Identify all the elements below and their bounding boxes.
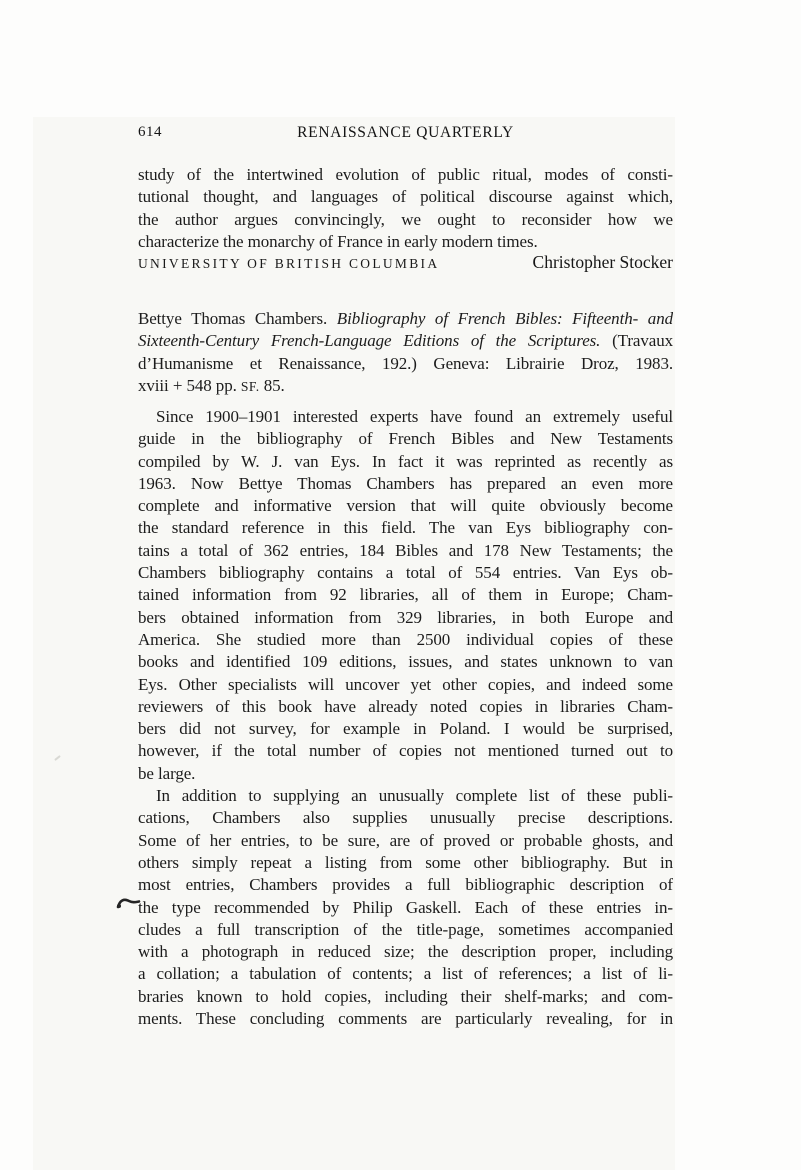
text-line: tained information from 92 libraries, all of them in Europe; Cham- <box>138 585 673 605</box>
text-line: braries known to hold copies, including their shelf-marks; and com- <box>138 986 673 1006</box>
text-line: Eys. Other specialists will uncover yet other copies, and indeed some <box>138 674 673 694</box>
page-number: 614 <box>138 124 162 140</box>
journal-title: RENAISSANCE QUARTERLY <box>297 124 514 141</box>
text-line: bers obtained information from 329 libraries, in both Europe and <box>138 607 673 627</box>
text-line: bers did not survey, for example in Poland. I would be surprised, <box>138 719 673 739</box>
text-line: the author argues convincingly, we ought to reconsider how we <box>138 209 673 229</box>
text-line: compiled by W. J. van Eys. In fact it was reprinted as recently as <box>138 451 673 471</box>
text-line: reviewers of this book have already noted copies in libraries Cham- <box>138 696 673 716</box>
book-citation <box>138 308 673 397</box>
text-line: cludes a full transcription of the title-page, sometimes accompanied <box>138 919 673 939</box>
reviewer-name: Christopher Stocker <box>532 252 673 272</box>
text-line: be large. <box>138 763 196 783</box>
text-line: complete and informative version that will quite obviously become <box>138 496 673 516</box>
text-line: characterize the monarchy of France in early modern times. <box>138 231 538 251</box>
citation-series-open: (Travaux <box>600 331 673 351</box>
citation-line <box>138 375 673 397</box>
citation-pages: xviii + 548 pp. <box>138 375 241 395</box>
text-line: however, if the total number of copies not mentioned turned out to <box>138 741 673 761</box>
citation-author: Bettye Thomas Chambers. <box>138 309 337 328</box>
text-line: most entries, Chambers provides a full bibliographic description of <box>138 875 673 895</box>
citation-publisher: d’Humanisme et Renaissance, 192.) Geneva: Librairie Droz, 1983. <box>138 353 673 373</box>
institution-name: UNIVERSITY OF BRITISH COLUMBIA <box>138 256 440 271</box>
text-line: the standard reference in this field. The van Eys bibliography con- <box>138 518 673 538</box>
previous-review-final-paragraph <box>138 164 673 253</box>
citation-currency: SF. <box>240 378 260 394</box>
citation-title-part2: Sixteenth-Century French-Language Editions of the Scriptures. <box>138 331 601 351</box>
review-body-text <box>138 406 673 1030</box>
text-line: books and identified 109 editions, issues, and states unknown to van <box>138 652 673 672</box>
text-line: ments. These concluding comments are particularly revealing, for in <box>138 1009 673 1029</box>
text-line: with a photograph in reduced size; the description proper, including <box>138 942 673 962</box>
text-line: Since 1900–1901 interested experts have found an extremely useful <box>156 407 673 426</box>
citation-line <box>138 308 673 330</box>
text-line: 1963. Now Bettye Thomas Chambers has prepared an even more <box>138 473 673 493</box>
text-line: America. She studied more than 2500 individual copies of these <box>138 629 673 649</box>
citation-line <box>138 330 673 352</box>
text-line: Chambers bibliography contains a total of 554 entries. Van Eys ob- <box>138 563 673 583</box>
text-line: tains a total of 362 entries, 184 Bibles and 178 New Testaments; the <box>138 540 673 560</box>
citation-price: 85. <box>259 375 285 395</box>
pen-mark-annotation <box>116 895 142 911</box>
text-line: study of the intertwined evolution of public ritual, modes of consti- <box>138 165 673 184</box>
text-line: a collation; a tabulation of contents; a list of references; a list of li- <box>138 964 673 984</box>
text-line: cations, Chambers also supplies unusually precise descriptions. <box>138 808 673 828</box>
citation-title-part1: Bibliography of French Bibles: Fifteenth- and <box>336 309 673 328</box>
running-header <box>138 124 673 146</box>
text-line: others simply repeat a listing from some other bibliography. But in <box>138 852 673 872</box>
text-line: guide in the bibliography of French Bibles and New Testaments <box>138 429 673 449</box>
text-line: the type recommended by Philip Gaskell. Each of these entries in- <box>138 897 673 917</box>
text-line: tutional thought, and languages of political discourse against which, <box>138 187 673 207</box>
citation-line <box>138 353 673 375</box>
reviewer-attribution <box>138 252 673 276</box>
text-line: Some of her entries, to be sure, are of proved or probable ghosts, and <box>138 830 673 850</box>
text-line: In addition to supplying an unusually complete list of these publi- <box>156 786 673 806</box>
